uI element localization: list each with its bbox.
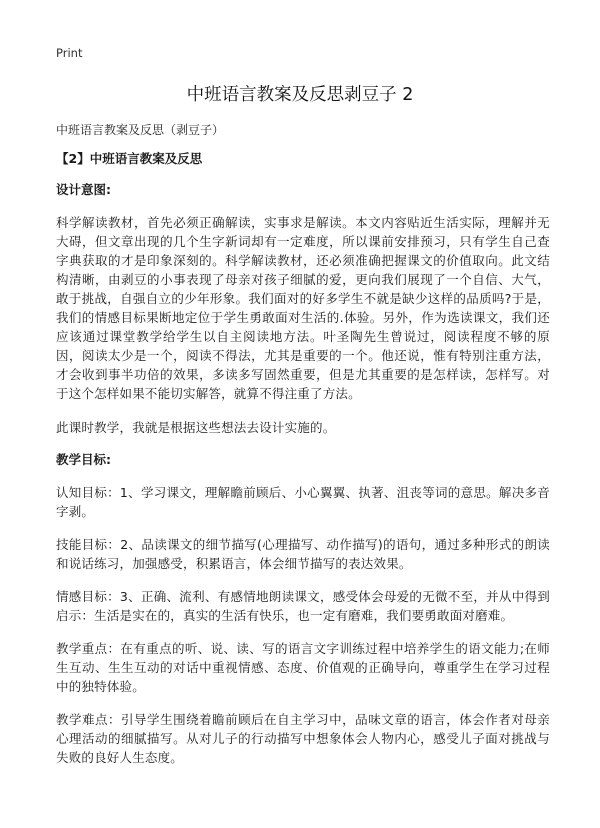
design-intent-paragraph-2: 此课时教学，我就是根据这些想法去设计实施的。 [56,420,336,435]
print-label[interactable]: Print [56,46,83,60]
cognitive-goal: 认知目标：1、学习课文，理解瞻前顾后、小心翼翼、执著、沮丧等词的意思。解决多音字剥。 [56,485,550,519]
page-subtitle: 中班语言教案及反思（剥豆子） [56,123,225,137]
page-title: 中班语言教案及反思剥豆子 2 [186,85,414,105]
teaching-goals-heading: 教学目标: [56,452,111,467]
design-intent-paragraph-1: 科学解读教材，首先必须正确解读，实事求是解读。本文内容贴近生活实际，理解并无大碍，但文章出现的几个生字新词却有一定难度，所以课前安排预习，只有学生自己查字典获取的才是印象深刻的。科学解读教材，还必须准确把握课文的价值取向。此文结构清晰，由剥豆的小事表现了母亲对孩子细腻的爱，更向我们展现了一个自信、大气，敢于挑战，自强自立的少年形象。我们面对的好多学生不就是缺少这样的品质吗?于是，我们的情感目标果断地定位于学生勇敢面对生活的.体验。另外，作为选读课文，我们还应该通过课堂教学给学生以自主阅读地方法。叶圣陶先生曾说过，阅读程度不够的原因，阅读太少是一个，阅读不得法，尤其是重要的一个。他还说，惟有特别注重方法，才会收到事半功倍的效果，多读多写固然重要，但是尤其重要的是怎样读，怎样写。对于这个怎样如果不能切实解答，就算不得注重了方法。 [56,215,550,401]
document-body [56,151,550,781]
section-heading: 【2】中班语言教案及反思 [56,151,203,166]
skill-goal: 技能目标：2、品读课文的细节描写(心理描写、动作描写)的语句，通过多种形式的朗读和说话练习，加强感受，积累语言，体会细节描写的表达效果。 [56,537,550,571]
teaching-key-point: 教学重点：在有重点的听、说、读、写的语言文字训练过程中培养学生的语文能力;在师生互动、生生互动的对话中重视情感、态度、价值观的正确导向，尊重学生在学习过程中的独特体验。 [56,641,550,694]
emotional-goal: 情感目标：3、正确、流利、有感情地朗读课文，感受体会母爱的无微不至，并从中得到启示：生活是实在的，真实的生活有快乐，也一定有磨难，我们要勇敢面对磨难。 [56,589,550,623]
design-intent-heading: 设计意图: [56,182,111,197]
teaching-difficulty: 教学难点：引导学生围绕着瞻前顾后在自主学习中，品味文章的语言，体会作者对母亲心理活动的细腻描写。从对儿子的行动描写中想象体会人物内心，感受儿子面对挑战与失败的良好人生态度。 [56,712,550,765]
